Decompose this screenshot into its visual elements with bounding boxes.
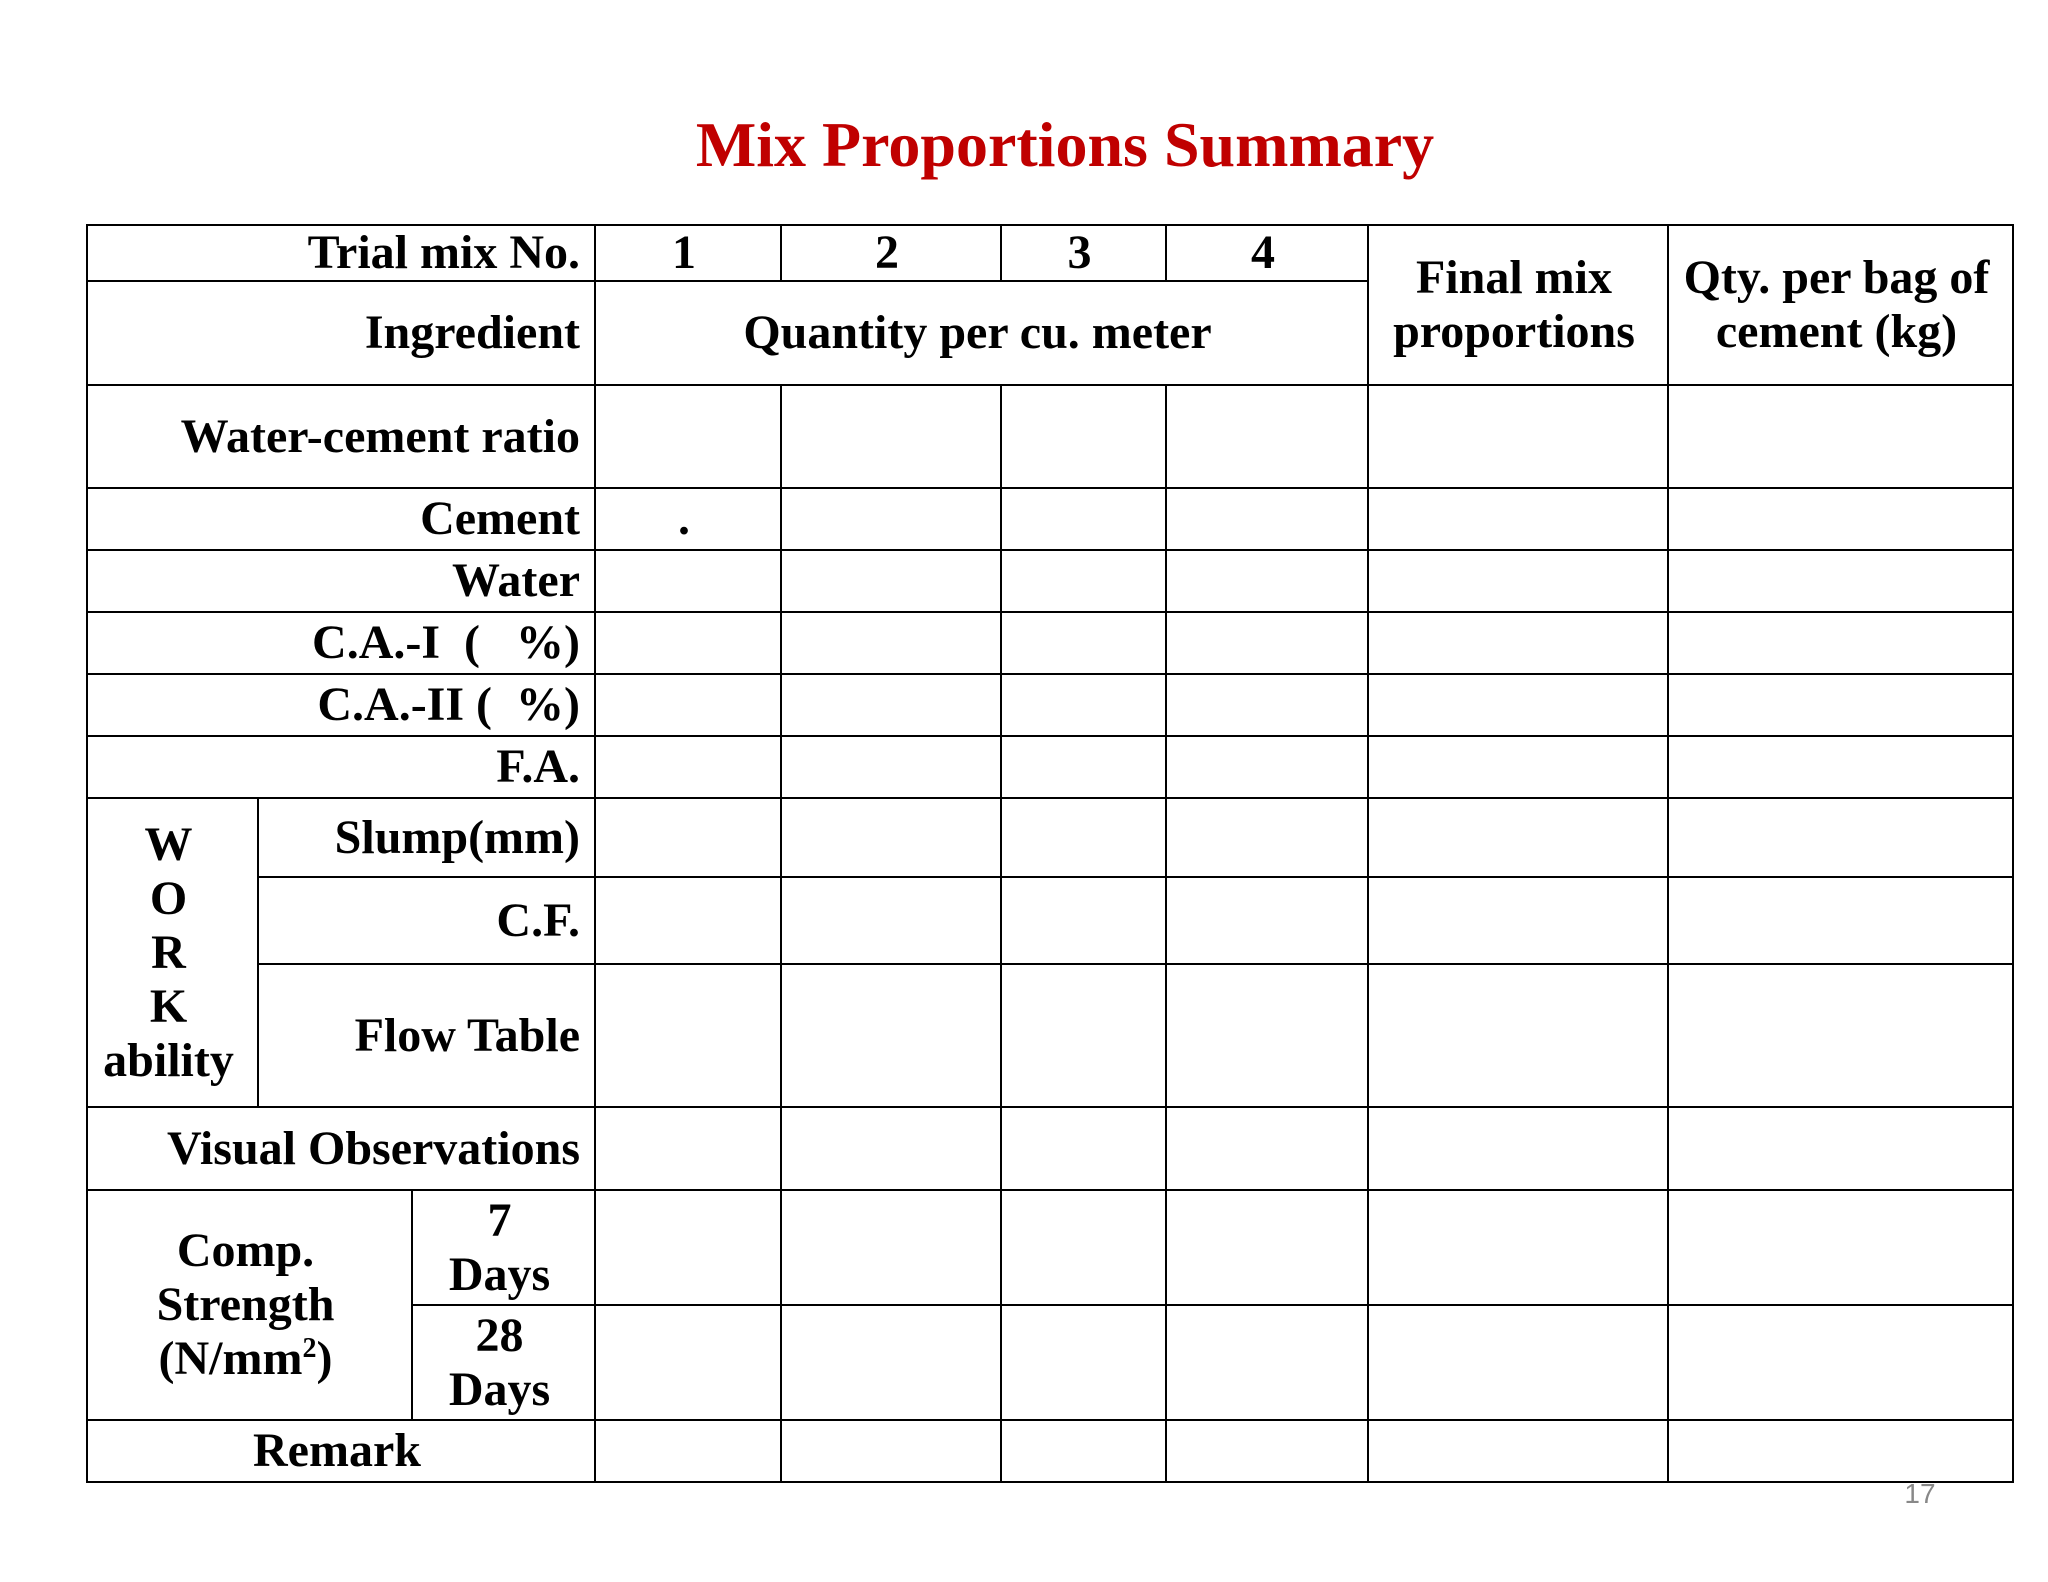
- row-label: Flow Table: [258, 964, 595, 1107]
- row-cf: [87, 877, 2013, 964]
- value-cell: [595, 877, 781, 964]
- value-cell: [1001, 385, 1166, 488]
- row-slump: [87, 798, 2013, 877]
- value-cell: [1001, 736, 1166, 798]
- row-water: [87, 550, 2013, 612]
- value-cell: [1668, 488, 2013, 550]
- value-cell: [595, 1107, 781, 1190]
- value-cell: [1668, 1107, 2013, 1190]
- value-cell: [595, 674, 781, 736]
- value-cell: [781, 1107, 1001, 1190]
- value-cell: [1368, 964, 1668, 1107]
- value-cell: [1001, 1107, 1166, 1190]
- trial-number-2: 2: [781, 225, 1001, 281]
- workability-letter: R: [151, 925, 186, 979]
- row-cement: [87, 488, 2013, 550]
- value-cell: [781, 385, 1001, 488]
- quantity-header: Quantity per cu. meter: [595, 281, 1368, 385]
- mix-proportions-table: [86, 224, 2014, 1483]
- value-cell: [781, 798, 1001, 877]
- row-visual-observations: [87, 1107, 2013, 1190]
- value-cell: [1001, 1305, 1166, 1420]
- header-row-trial: [87, 225, 2013, 281]
- value-cell: [595, 385, 781, 488]
- comp-strength-line: Comp.: [176, 1224, 315, 1277]
- value-cell: [1368, 550, 1668, 612]
- row-ca1: [87, 612, 2013, 674]
- value-cell: [1001, 550, 1166, 612]
- row-label: Cement: [87, 488, 595, 550]
- value-cell: [781, 612, 1001, 674]
- row-label: Remark: [87, 1420, 595, 1482]
- value-cell: [1166, 612, 1368, 674]
- seven-days-label: 7 Days: [412, 1190, 595, 1305]
- row-label: F.A.: [87, 736, 595, 798]
- value-cell: [781, 550, 1001, 612]
- value-cell: [781, 1305, 1001, 1420]
- value-cell: [1001, 674, 1166, 736]
- row-fa: [87, 736, 2013, 798]
- page-number: 17: [1904, 1478, 1936, 1509]
- value-cell: [1368, 877, 1668, 964]
- value-cell: [1001, 798, 1166, 877]
- value-cell: [1668, 612, 2013, 674]
- value-cell: [1166, 877, 1368, 964]
- trial-number-4: 4: [1166, 225, 1368, 281]
- page-title: Mix Proportions Summary: [695, 109, 1435, 180]
- value-cell: [1166, 1190, 1368, 1305]
- value-cell: [1166, 674, 1368, 736]
- value-cell: [1166, 1305, 1368, 1420]
- row-label: Water-cement ratio: [87, 385, 595, 488]
- value-cell: [781, 488, 1001, 550]
- value-cell: [1668, 674, 2013, 736]
- value-cell: [1668, 736, 2013, 798]
- value-cell: [781, 964, 1001, 1107]
- ingredient-label: Ingredient: [87, 281, 595, 385]
- value-cell: [1166, 1420, 1368, 1482]
- value-cell: [595, 964, 781, 1107]
- value-cell: [1668, 550, 2013, 612]
- value-cell: [1368, 736, 1668, 798]
- comp-strength-line: Strength: [156, 1278, 335, 1331]
- value-cell: [1668, 798, 2013, 877]
- row-label: Slump(mm): [258, 798, 595, 877]
- value-cell: [781, 1420, 1001, 1482]
- value-cell: [1368, 1190, 1668, 1305]
- workability-letter: ability: [103, 1033, 234, 1087]
- value-cell: [1166, 550, 1368, 612]
- value-cell: [1668, 385, 2013, 488]
- row-comp-7-days: [87, 1190, 2013, 1305]
- value-cell: [1166, 1107, 1368, 1190]
- value-cell: [1001, 488, 1166, 550]
- row-water-cement-ratio: [87, 385, 2013, 488]
- value-cell: [1166, 964, 1368, 1107]
- row-label: C.F.: [258, 877, 595, 964]
- value-cell: [1368, 612, 1668, 674]
- value-cell: [595, 1305, 781, 1420]
- value-cell: [595, 736, 781, 798]
- value-cell: [781, 674, 1001, 736]
- value-cell: [1001, 1190, 1166, 1305]
- value-cell: [1668, 1305, 2013, 1420]
- value-cell: [1368, 1305, 1668, 1420]
- value-cell: [1166, 488, 1368, 550]
- value-cell: [1368, 1107, 1668, 1190]
- value-cell: [1001, 964, 1166, 1107]
- comp-strength-label: [87, 1190, 412, 1420]
- row-label: Visual Observations: [87, 1107, 595, 1190]
- workability-letter: K: [149, 979, 188, 1033]
- value-cell: [1668, 1420, 2013, 1482]
- comp-strength-unit: $(N/mm^2)$: [158, 1332, 333, 1385]
- value-cell: [1668, 964, 2013, 1107]
- row-flow-table: [87, 964, 2013, 1107]
- value-cell: .: [595, 488, 781, 550]
- workability-letter: O: [149, 871, 188, 925]
- value-cell: [1001, 877, 1166, 964]
- value-cell: [595, 612, 781, 674]
- value-cell: [1668, 1190, 2013, 1305]
- workability-letter: W: [144, 817, 193, 871]
- value-cell: [1368, 674, 1668, 736]
- value-cell: [781, 1190, 1001, 1305]
- value-cell: [1368, 488, 1668, 550]
- row-label: Water: [87, 550, 595, 612]
- value-cell: [781, 877, 1001, 964]
- trial-number-3: 3: [1001, 225, 1166, 281]
- value-cell: [1668, 877, 2013, 964]
- row-ca2: [87, 674, 2013, 736]
- value-cell: [595, 798, 781, 877]
- value-cell: [1001, 1420, 1166, 1482]
- qty-per-bag-header: Qty. per bag of cement (kg): [1668, 225, 2013, 385]
- value-cell: [1166, 798, 1368, 877]
- row-label: C.A.-I ( %): [87, 612, 595, 674]
- value-cell: [595, 1420, 781, 1482]
- final-mix-header: Final mix proportions: [1368, 225, 1668, 385]
- trial-number-1: 1: [595, 225, 781, 281]
- value-cell: [1166, 385, 1368, 488]
- twenty-eight-days-label: 28 Days: [412, 1305, 595, 1420]
- trial-mix-label: Trial mix No.: [87, 225, 595, 281]
- row-remark: [87, 1420, 2013, 1482]
- value-cell: [1368, 798, 1668, 877]
- value-cell: [781, 736, 1001, 798]
- value-cell: [1166, 736, 1368, 798]
- value-cell: [595, 1190, 781, 1305]
- value-cell: [1001, 612, 1166, 674]
- workability-label: [87, 798, 258, 1107]
- value-cell: [1368, 1420, 1668, 1482]
- row-label: C.A.-II ( %): [87, 674, 595, 736]
- value-cell: [1368, 385, 1668, 488]
- value-cell: [595, 550, 781, 612]
